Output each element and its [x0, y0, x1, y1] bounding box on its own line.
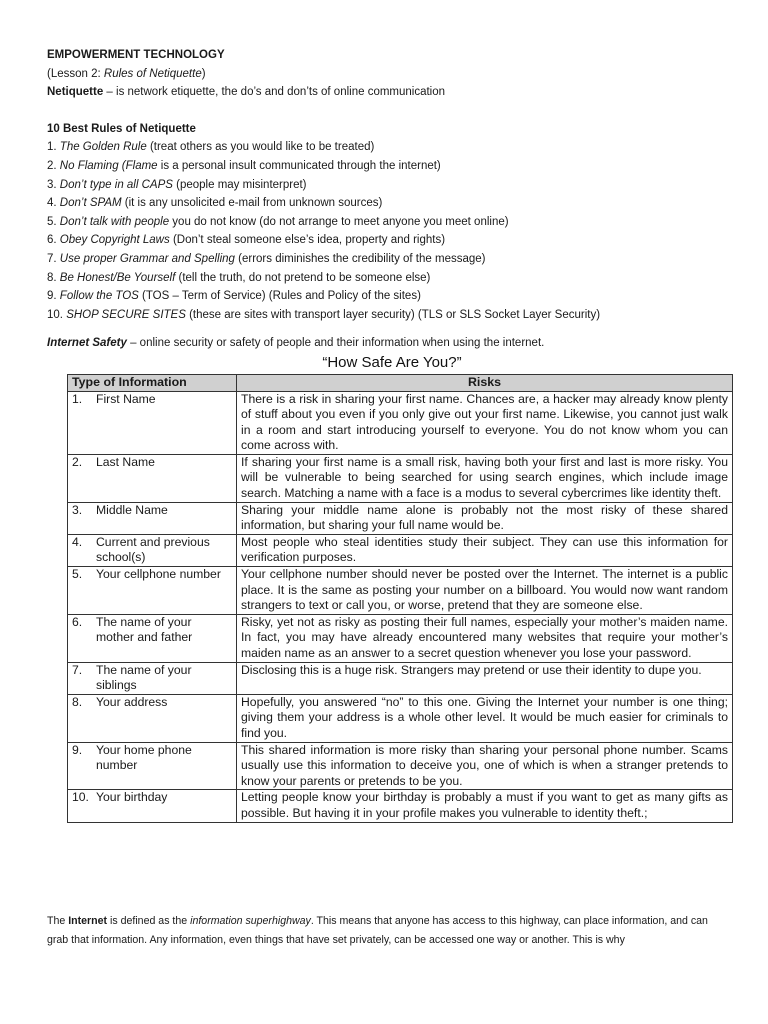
internet-safety-text: – online security or safety of people and their information when using the internet. — [126, 337, 545, 350]
type-cell — [68, 790, 237, 822]
rule-description: (errors diminishes the credibility of the message) — [234, 252, 486, 265]
type-cell — [68, 694, 237, 742]
rule-item — [47, 157, 737, 176]
type-cell — [68, 742, 237, 790]
type-cell — [68, 502, 237, 534]
type-cell — [68, 662, 237, 694]
info-type: The name of your mother and father — [96, 614, 193, 645]
rule-number: 2. — [47, 159, 60, 172]
table-title: “How Safe Are You?” — [322, 353, 462, 371]
rule-item — [47, 213, 737, 232]
risk-cell: Risky, yet not as risky as posting their full names, especially your mother’s maiden name. In fact, you may have already encountered many websites that require your mother’s maiden name as an answer to a secret question whenever you lose your password. — [237, 614, 733, 662]
rule-item — [47, 194, 737, 213]
type-cell — [68, 391, 237, 454]
rule-description: (Don’t steal someone else’s idea, property and rights) — [169, 234, 446, 247]
netiquette-term: Netiquette — [47, 86, 104, 99]
document-heading: EMPOWERMENT TECHNOLOGY — [47, 49, 225, 61]
info-type: Your address — [96, 694, 168, 709]
type-cell — [68, 454, 237, 502]
row-number: 10. — [72, 790, 89, 805]
table-row — [68, 502, 733, 534]
lesson-line — [47, 65, 737, 84]
rule-number: 3. — [47, 178, 60, 191]
info-type: Your home phone number — [96, 742, 192, 773]
rule-item — [47, 138, 737, 157]
row-number: 3. — [72, 502, 83, 517]
rules-heading: 10 Best Rules of Netiquette — [47, 122, 196, 135]
footer-internet: Internet — [68, 915, 108, 927]
rule-number: 4. — [47, 197, 60, 210]
table-row — [68, 694, 733, 742]
rule-title: Follow the TOS — [59, 290, 139, 303]
rule-description: (TOS – Term of Service) (Rules and Policy of the sites) — [138, 290, 421, 303]
rule-title: No Flaming (Flame — [59, 159, 158, 172]
risk-cell: There is a risk in sharing your first name. Chances are, a hacker may already know plenty of stuff about you even if you only give out your first name. Likewise, you cannot just walk in a room and start introducing yourself to everyone. You do not know whom you can come across with. — [237, 391, 733, 454]
lesson-suffix: ) — [201, 67, 206, 80]
risk-cell: Your cellphone number should never be posted over the Internet. The internet is a public place. It is the same as posting your number on a billboard. You would now want random strangers to text or call you, or worse, pretend that they are someone else. — [237, 567, 733, 615]
info-type: Middle Name — [96, 502, 168, 517]
row-number: 2. — [72, 454, 83, 469]
table-row — [68, 454, 733, 502]
risk-cell: If sharing your first name is a small risk, having both your first and last is more risky. You will be vulnerable to being searched for using search engines, which include image search. Matching a name with a face is a modus to several cybercrimes like identity theft. — [237, 454, 733, 502]
table-row — [68, 742, 733, 790]
safety-table — [67, 374, 733, 823]
internet-safety-term: Internet Safety — [47, 337, 127, 350]
rules-list — [47, 138, 737, 324]
row-number: 5. — [72, 567, 83, 582]
type-cell — [68, 567, 237, 615]
table-row — [68, 534, 733, 566]
table-row — [68, 614, 733, 662]
netiquette-definition — [47, 83, 737, 102]
rule-description: (people may misinterpret) — [172, 178, 307, 191]
risk-cell: Hopefully, you answered “no” to this one. Giving the Internet your number is one thing; giving them your address is a whole other level. It would be much easier for criminals to find you. — [237, 694, 733, 742]
rule-number: 8. — [47, 271, 60, 284]
footer-text-3: . This means that anyone has access to this highway, can place information, and can grab that information. Any information, even things that have set privately, can be accessed one way or another. This is why — [47, 915, 708, 946]
info-type: Your cellphone number — [96, 567, 221, 582]
footer-text-2: is defined as the — [107, 915, 191, 927]
rule-item — [47, 231, 737, 250]
rule-number: 7. — [47, 252, 60, 265]
rule-number: 6. — [47, 234, 60, 247]
rule-item — [47, 306, 737, 325]
risk-cell: Most people who steal identities study their subject. They can use this information for verification purposes. — [237, 534, 733, 566]
row-number: 4. — [72, 534, 83, 549]
row-number: 1. — [72, 391, 83, 406]
info-type: Last Name — [96, 454, 155, 469]
info-type: First Name — [96, 391, 156, 406]
row-number: 8. — [72, 694, 83, 709]
rule-title: Use proper Grammar and Spelling — [59, 252, 235, 265]
risk-cell: Disclosing this is a huge risk. Strangers may pretend or use their identity to dupe you. — [237, 662, 733, 694]
rule-description: (these are sites with transport layer security) (TLS or SLS Socket Layer Security) — [185, 308, 601, 321]
rule-title: Don’t type in all CAPS — [59, 178, 173, 191]
netiquette-text: – is network etiquette, the do’s and don’ts of online communication — [103, 86, 446, 99]
rule-item — [47, 287, 737, 306]
lesson-prefix: (Lesson 2: — [47, 67, 104, 80]
footer-text-1: The — [47, 915, 69, 927]
rule-description: (it is any unsolicited e-mail from unknown sources) — [121, 197, 383, 210]
row-number: 6. — [72, 614, 83, 629]
table-row — [68, 790, 733, 822]
header-type: Type of Information — [68, 374, 237, 391]
risk-cell: Letting people know your birthday is probably a must if you want to get as many gifts as possible. But having it in your profile makes you vulnerable to identity theft.; — [237, 790, 733, 822]
header-risks: Risks — [237, 374, 733, 391]
rule-number: 5. — [47, 215, 60, 228]
rule-description: (tell the truth, do not pretend to be someone else) — [175, 271, 431, 284]
document-page — [47, 46, 737, 823]
table-row — [68, 567, 733, 615]
info-type: Your birthday — [96, 790, 168, 805]
rule-item — [47, 176, 737, 195]
footer-paragraph — [47, 912, 722, 950]
rule-title: Be Honest/Be Yourself — [59, 271, 176, 284]
rule-title: Obey Copyright Laws — [59, 234, 170, 247]
info-type: Current and previous school(s) — [96, 534, 210, 565]
table-row — [68, 391, 733, 454]
rule-description: (treat others as you would like to be treated) — [146, 141, 375, 154]
rule-title: Don’t SPAM — [59, 197, 122, 210]
lesson-title: Rules of Netiquette — [103, 67, 202, 80]
risk-cell: This shared information is more risky than sharing your personal phone number. Scams usually use this information to deceive you, one of which is when a stranger pretends to know your parents or pretends to be you. — [237, 742, 733, 790]
rule-description: you do not know (do not arrange to meet anyone you meet online) — [169, 215, 509, 228]
internet-safety-definition — [47, 334, 737, 353]
rule-title: SHOP SECURE SITES — [66, 308, 186, 321]
rule-title: Don’t talk with people — [59, 215, 170, 228]
rule-number: 10. — [47, 308, 67, 321]
rule-item — [47, 250, 737, 269]
type-cell — [68, 534, 237, 566]
footer-superhighway: information superhighway — [190, 915, 311, 927]
rule-number: 1. — [47, 141, 60, 154]
rule-title: The Golden Rule — [59, 141, 147, 154]
table-row — [68, 662, 733, 694]
rule-number: 9. — [47, 290, 60, 303]
rule-description: is a personal insult communicated through the internet) — [157, 159, 441, 172]
info-type: The name of your siblings — [96, 662, 192, 693]
type-cell — [68, 614, 237, 662]
table-header-row — [68, 374, 733, 391]
row-number: 7. — [72, 662, 83, 677]
risk-cell: Sharing your middle name alone is probably not the most risky of these shared information, but sharing your full name would be. — [237, 502, 733, 534]
row-number: 9. — [72, 742, 83, 757]
rule-item — [47, 269, 737, 288]
